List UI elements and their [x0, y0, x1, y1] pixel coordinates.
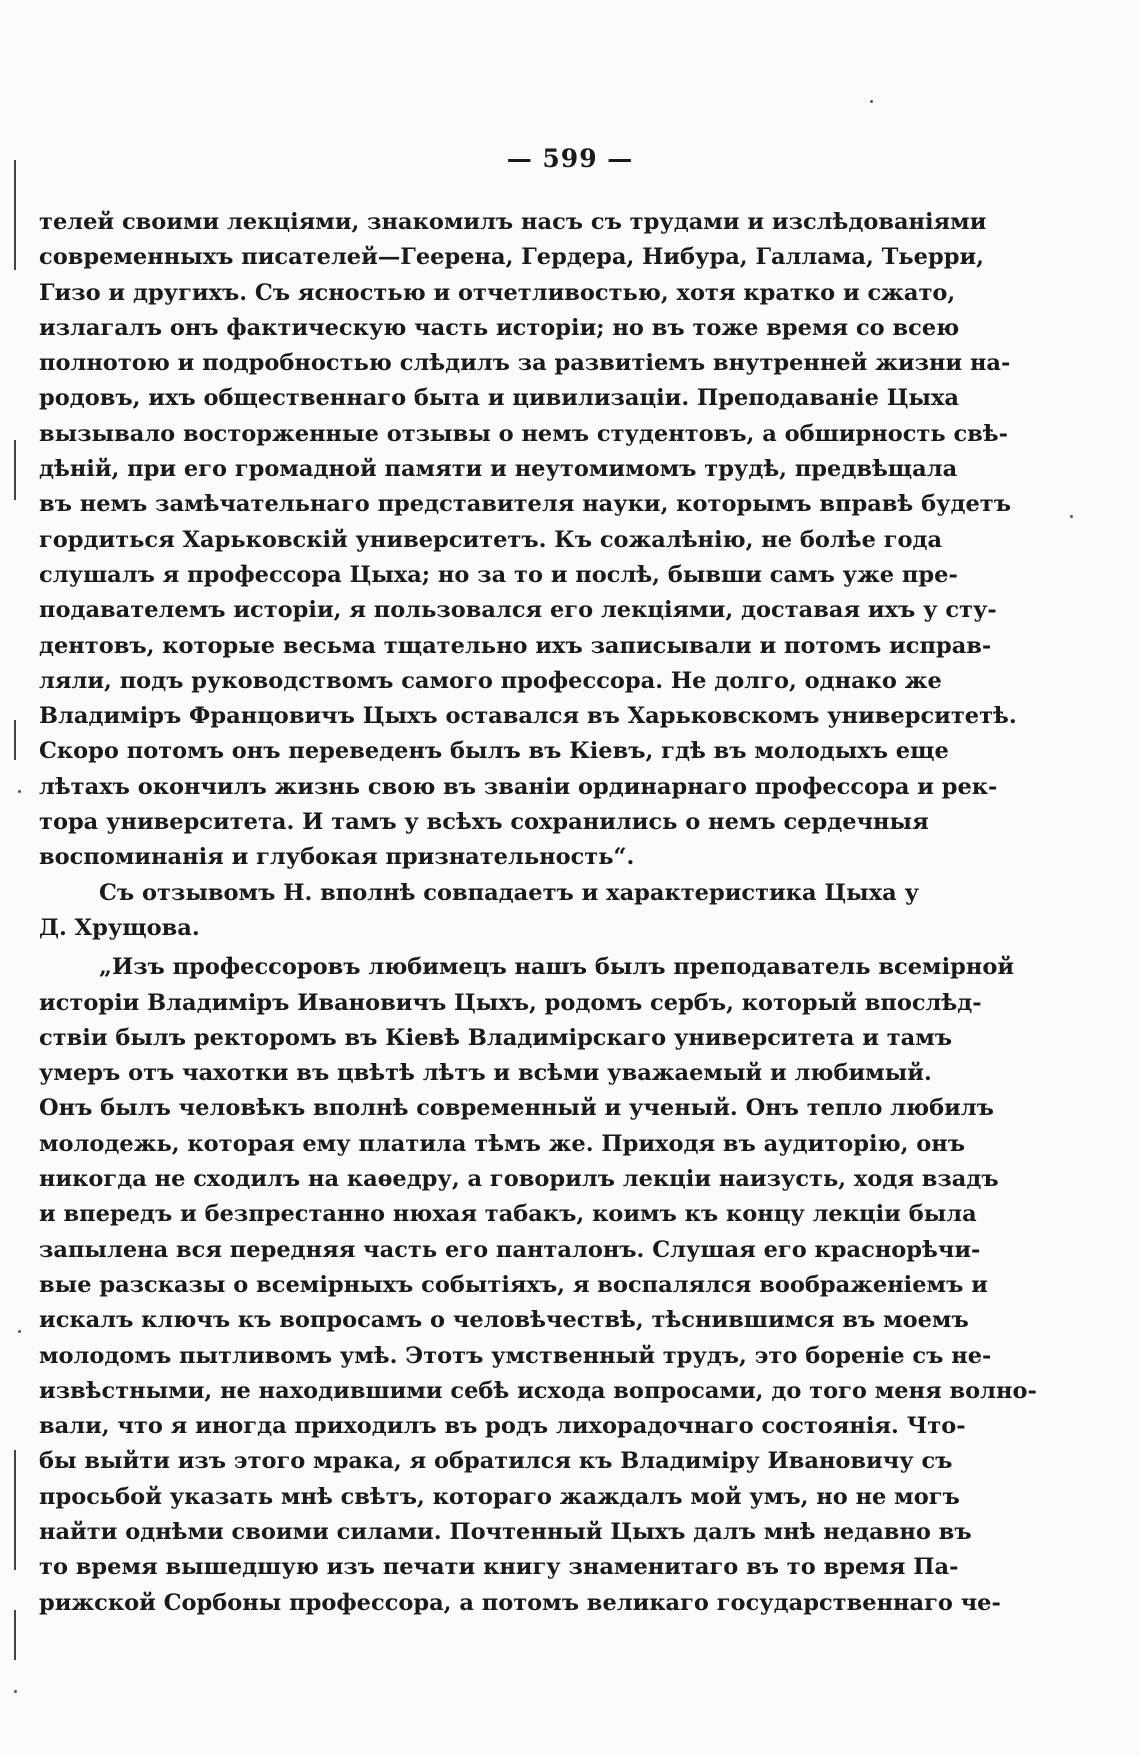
- text-line: ствіи былъ ректоромъ въ Кіевѣ Владимірскаго университета и тамъ: [39, 1024, 953, 1051]
- text-line: вали, что я иногда приходилъ въ родъ лихорадочнаго состоянія. Что-: [39, 1413, 966, 1440]
- text-line: то время вышедшую изъ печати книгу знаменитаго въ то время Па-: [39, 1554, 959, 1581]
- text-line: дѣній, при его громадной памяти и неутомимомъ трудѣ, предвѣщала: [39, 456, 958, 483]
- scan-dot-mark: [18, 1330, 21, 1333]
- scan-dot-mark: [18, 790, 21, 793]
- text-line: „Изъ профессоровъ любимецъ нашъ былъ преподаватель всемірной: [99, 954, 1015, 981]
- text-line: рижской Сорбоны профессора, а потомъ великаго государственнаго че-: [39, 1589, 1001, 1616]
- scan-edge-mark: [14, 1610, 16, 1660]
- text-line: Скоро потомъ онъ переведенъ былъ въ Кіевъ, гдѣ въ молодыхъ еще: [39, 738, 949, 765]
- paragraph-2: [39, 876, 919, 947]
- text-line: умеръ отъ чахотки въ цвѣтѣ лѣтъ и всѣми уважаемый и любимый.: [39, 1060, 932, 1087]
- text-line: молодомъ пытливомъ умѣ. Этотъ умственный трудъ, это бореніе съ не-: [39, 1342, 992, 1369]
- scan-edge-mark: [14, 160, 16, 270]
- scan-dot-mark: [14, 1690, 17, 1693]
- text-line: молодежь, которая ему платила тѣмъ же. Приходя въ аудиторію, онъ: [39, 1130, 966, 1157]
- text-line: никогда не сходилъ на каѳедру, а говорилъ лекціи наизусть, ходя взадъ: [39, 1166, 999, 1193]
- body-text: [39, 205, 1037, 1621]
- text-line: излагалъ онъ фактическую часть исторіи; но въ тоже время со всею: [39, 314, 960, 341]
- text-line: современныхъ писателей—Геерена, Гердера, Нибура, Галлама, Тьерри,: [39, 244, 984, 271]
- text-line: и впередъ и безпрестанно нюхая табакъ, коимъ къ концу лекціи была: [39, 1201, 977, 1228]
- text-line: подавателемъ исторіи, я пользовался его лекціями, доставая ихъ у сту-: [39, 597, 997, 624]
- text-line: воспоминанія и глубокая признательность“.: [39, 844, 635, 871]
- text-line: лѣтахъ окончилъ жизнь свою въ званіи ординарнаго профессора и рек-: [39, 773, 998, 800]
- text-line: дентовъ, которые весьма тщательно ихъ записывали и потомъ исправ-: [39, 632, 992, 659]
- text-line: искалъ ключъ къ вопросамъ о человѣчествѣ, тѣснившимся въ моемъ: [39, 1307, 969, 1334]
- text-line: исторіи Владиміръ Ивановичъ Цыхъ, родомъ сербъ, который впослѣд-: [39, 989, 982, 1016]
- text-line: родовъ, ихъ общественнаго быта и цивилизаціи. Преподаваніе Цыха: [39, 385, 960, 412]
- scan-dot-mark: [870, 100, 873, 103]
- page-number: — 599 —: [506, 144, 634, 173]
- text-line: просьбой указать мнѣ свѣтъ, котораго жаждалъ мой умъ, но не могъ: [39, 1483, 960, 1510]
- text-line: въ немъ замѣчательнаго представителя науки, которымъ вправѣ будетъ: [39, 491, 1012, 518]
- text-line: Съ отзывомъ Н. вполнѣ совпадаетъ и характеристика Цыха у: [99, 879, 919, 906]
- text-line: тора университета. И тамъ у всѣхъ сохранились о немъ сердечныя: [39, 809, 929, 836]
- text-line: ляли, подъ руководствомъ самого профессора. Не долго, однако же: [39, 667, 942, 694]
- text-line: Д. Хрущова.: [39, 914, 200, 941]
- scan-edge-mark: [14, 1450, 16, 1570]
- text-line: полнотою и подробностью слѣдилъ за развитіемъ внутренней жизни на-: [39, 350, 1011, 377]
- text-line: запылена вся передняя часть его панталонъ. Слушая его краснорѣчи-: [39, 1236, 981, 1263]
- text-line: Владиміръ Францовичъ Цыхъ оставался въ Харьковскомъ университетѣ.: [39, 703, 1017, 730]
- text-line: телей своими лекціями, знакомилъ насъ съ трудами и изслѣдованіями: [39, 209, 987, 235]
- text-line: гордиться Харьковскій университетъ. Къ сожалѣнію, не болѣе года: [39, 526, 943, 553]
- paragraph-3: [39, 950, 1037, 1621]
- paragraph-1: [39, 205, 1017, 876]
- text-line: Онъ былъ человѣкъ вполнѣ современный и ученый. Онъ тепло любилъ: [39, 1095, 994, 1122]
- scan-edge-mark: [14, 440, 16, 500]
- text-line: бы выйти изъ этого мрака, я обратился къ Владиміру Ивановичу съ: [39, 1448, 953, 1475]
- scan-edge-mark: [14, 720, 16, 760]
- text-line: вые разсказы о всемірныхъ событіяхъ, я воспалялся воображеніемъ и: [39, 1271, 988, 1298]
- text-line: извѣстными, не находившими себѣ исхода вопросами, до того меня волно-: [39, 1377, 1037, 1404]
- text-line: слушалъ я профессора Цыха; но за то и послѣ, бывши самъ уже пре-: [39, 561, 958, 588]
- text-line: вызывало восторженные отзывы о немъ студентовъ, а обширность свѣ-: [39, 420, 1008, 447]
- text-line: найти однѣми своими силами. Почтенный Цыхъ далъ мнѣ недавно въ: [39, 1518, 972, 1545]
- text-line: Гизо и другихъ. Съ ясностью и отчетливостью, хотя кратко и сжато,: [39, 279, 956, 306]
- scan-dot-mark: [1070, 515, 1073, 518]
